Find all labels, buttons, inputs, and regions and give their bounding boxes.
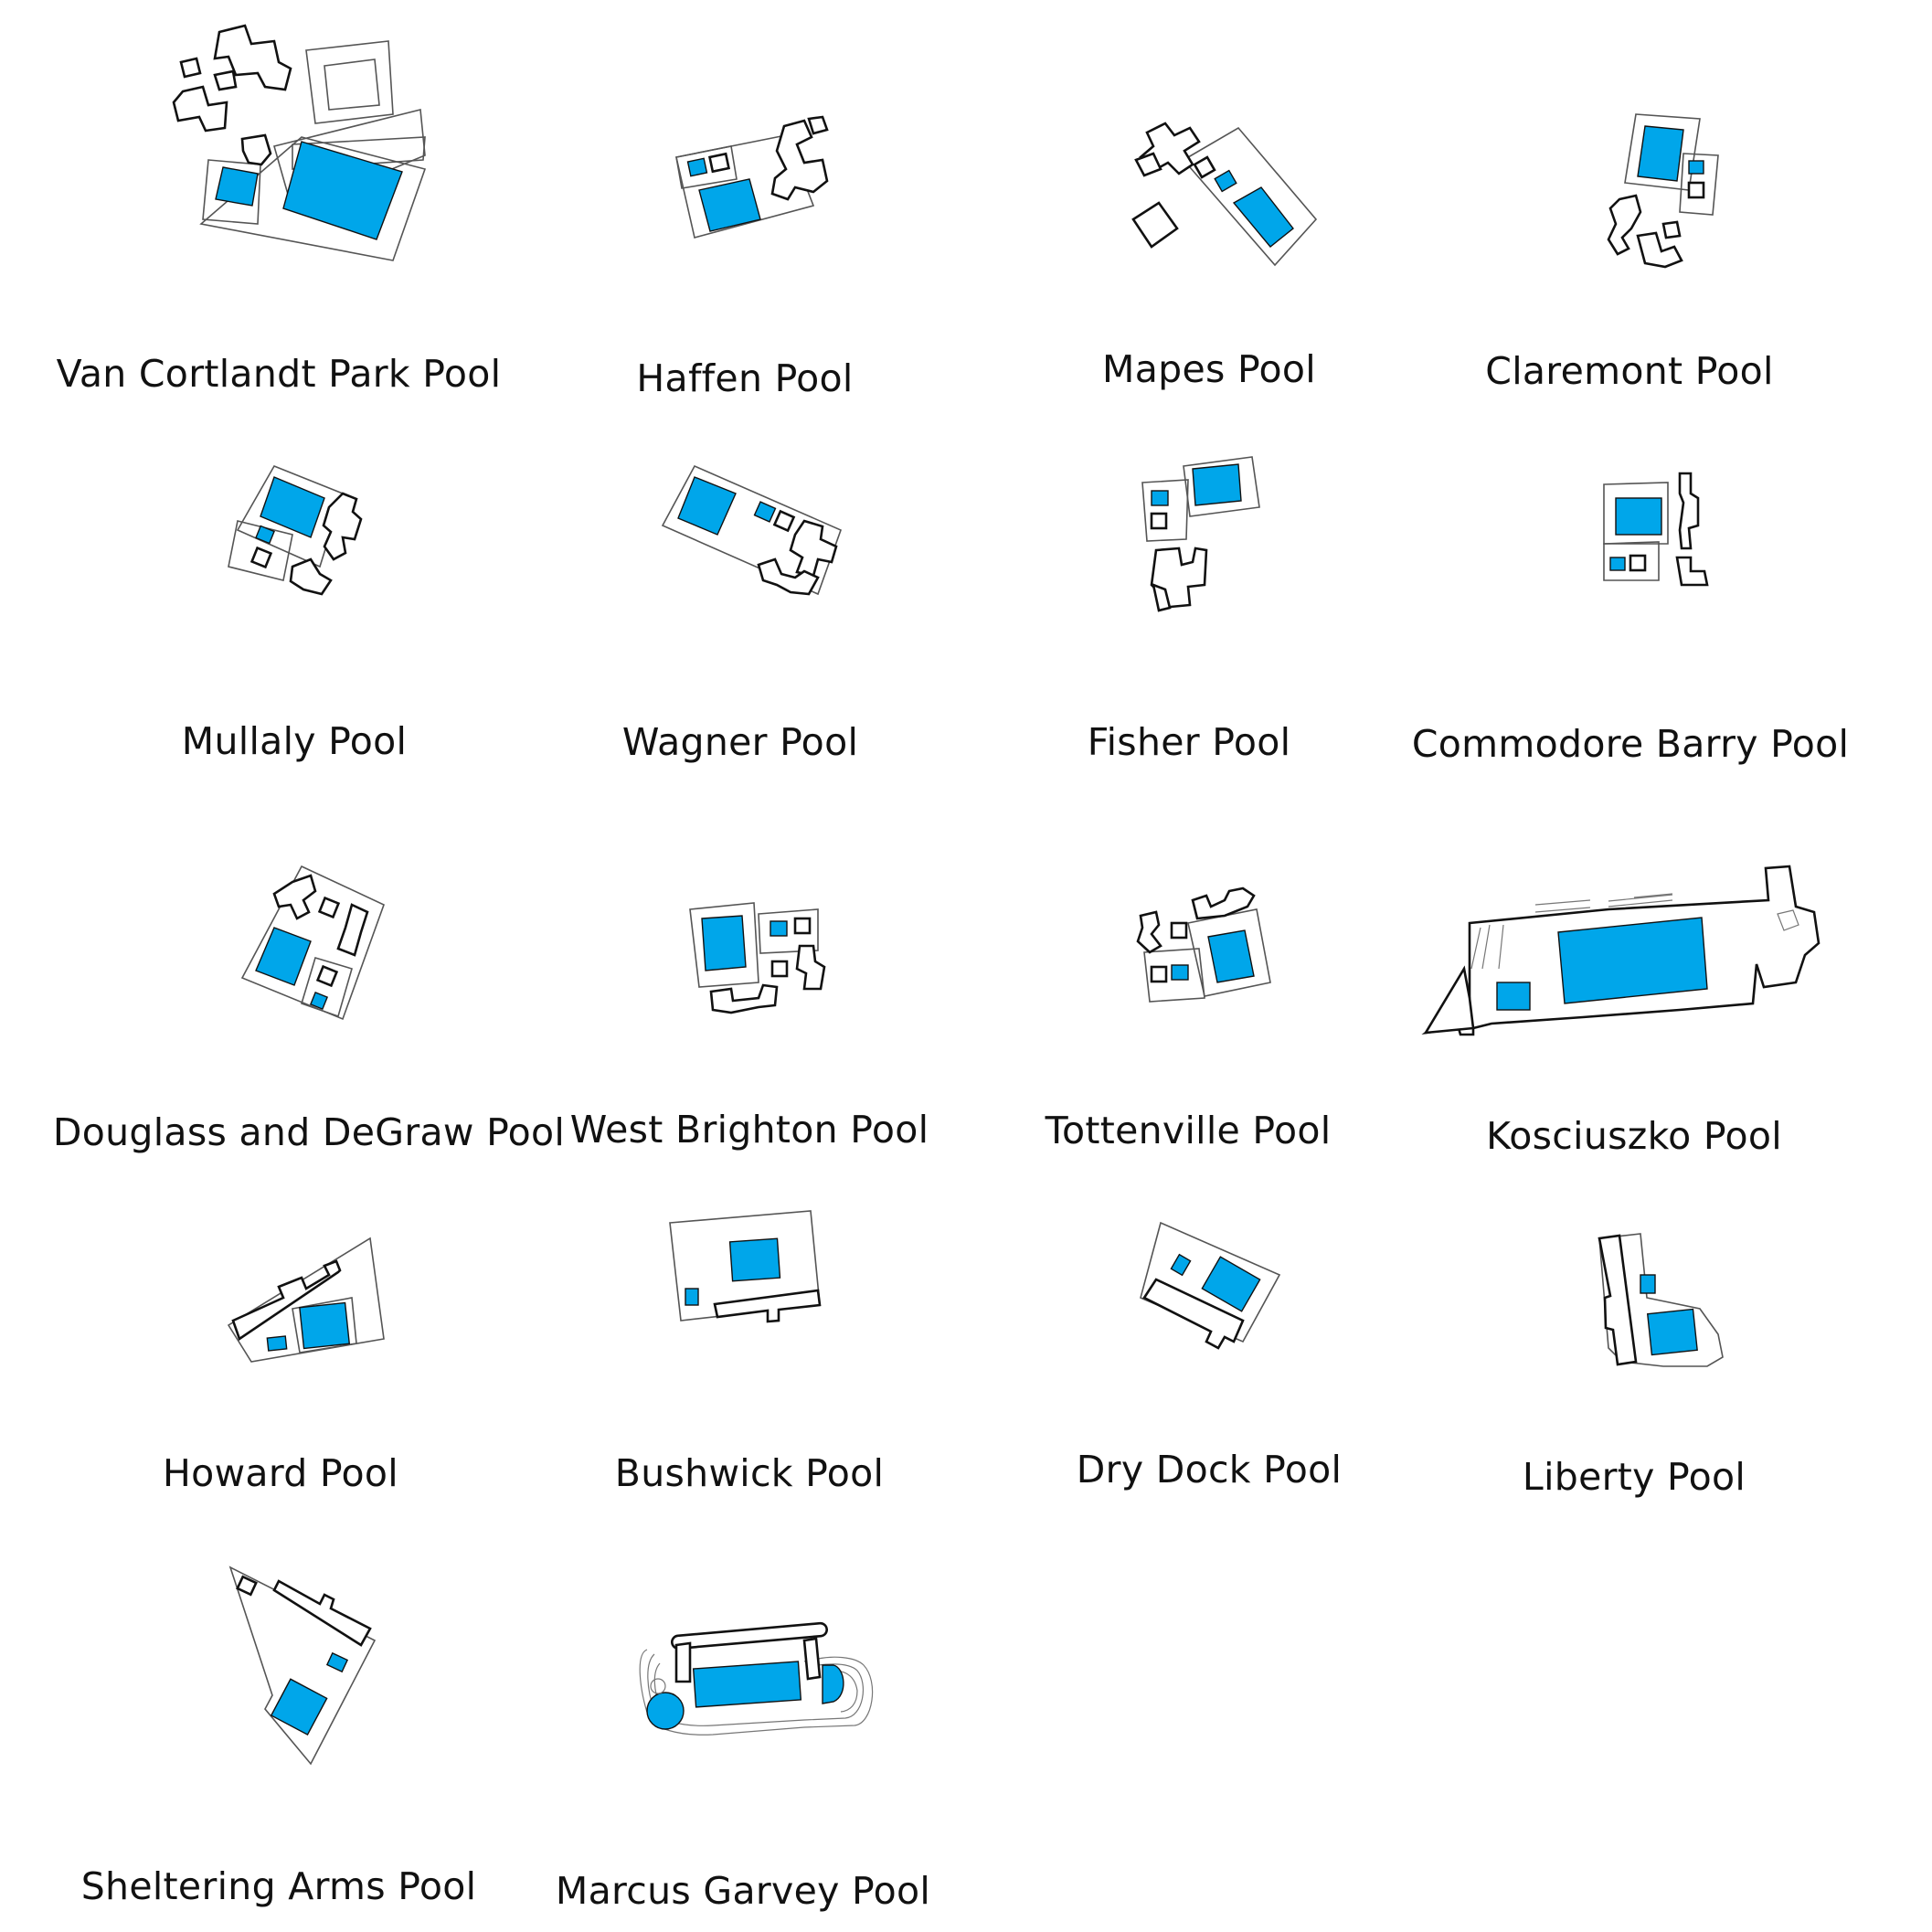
pool-name-liberty: Liberty Pool: [1522, 1455, 1746, 1499]
main-pool: [1616, 498, 1661, 535]
site-plan-bushwick: [670, 1211, 820, 1322]
main-pool: [699, 179, 760, 231]
site-plan-kosciuszko: [1426, 866, 1819, 1035]
main-pool: [1193, 464, 1241, 505]
pool-name-howard: Howard Pool: [163, 1451, 398, 1495]
main-pool: [1648, 1310, 1697, 1355]
wading-pool: [770, 921, 787, 936]
wading-pool: [688, 158, 707, 175]
site-plan-claremont: [1608, 114, 1718, 267]
wading-pool: [216, 167, 258, 206]
site-plan-dry-dock: [1141, 1223, 1279, 1348]
main-pool: [1234, 187, 1293, 247]
site-plan-west-brighton: [690, 903, 824, 1013]
wading-pool: [1172, 965, 1188, 980]
pool-name-west-brighton: West Brighton Pool: [569, 1108, 929, 1152]
wading-pool: [1689, 161, 1704, 174]
main-pool: [283, 142, 402, 239]
wading-pool: [755, 502, 776, 522]
diving-pool: [823, 1665, 844, 1704]
main-pool: [702, 916, 746, 971]
site-plan-sheltering-arms: [230, 1567, 375, 1764]
pool-name-tottenville: Tottenville Pool: [1045, 1109, 1332, 1152]
main-pool: [1558, 918, 1707, 1003]
pool-name-van-cortlandt: Van Cortlandt Park Pool: [56, 352, 502, 396]
pool-name-douglass-degraw: Douglass and DeGraw Pool: [52, 1110, 566, 1154]
wading-pool: [1215, 171, 1237, 192]
wading-pool: [1497, 982, 1530, 1010]
main-pool: [694, 1661, 801, 1707]
pool-name-mullaly: Mullaly Pool: [181, 719, 408, 763]
pool-name-haffen: Haffen Pool: [636, 356, 854, 400]
main-pool: [1208, 930, 1254, 982]
wading-pool: [267, 1336, 286, 1351]
splash-pool: [647, 1693, 684, 1729]
site-plan-douglass-degraw: [242, 866, 384, 1019]
pool-name-commodore-barry: Commodore Barry Pool: [1411, 722, 1850, 766]
site-plan-mullaly: [228, 466, 361, 594]
site-plan-liberty: [1599, 1234, 1723, 1366]
site-plan-tottenville: [1138, 888, 1270, 1002]
wading-pool: [1640, 1275, 1655, 1293]
pool-name-sheltering-arms: Sheltering Arms Pool: [80, 1864, 477, 1908]
site-plan-van-cortlandt: [174, 26, 425, 260]
pool-name-fisher: Fisher Pool: [1087, 720, 1291, 764]
wading-pool: [327, 1653, 347, 1672]
pool-name-kosciuszko: Kosciuszko Pool: [1486, 1114, 1782, 1158]
site-plan-howard: [228, 1238, 384, 1362]
site-plan-haffen: [676, 117, 827, 238]
site-plan-mapes: [1133, 123, 1316, 265]
wading-pool: [1152, 491, 1168, 505]
wading-pool: [1171, 1255, 1190, 1276]
main-pool: [678, 477, 736, 535]
site-plan-commodore-barry: [1604, 473, 1707, 585]
main-pool: [730, 1238, 780, 1281]
site-plan-wagner: [663, 466, 841, 594]
main-pool: [1638, 126, 1683, 181]
pool-name-mapes: Mapes Pool: [1102, 347, 1316, 391]
wading-pool: [256, 526, 274, 544]
wading-pool: [1610, 557, 1625, 570]
main-pool: [1202, 1257, 1259, 1311]
main-pool: [300, 1303, 349, 1349]
pool-name-dry-dock: Dry Dock Pool: [1076, 1448, 1343, 1491]
wading-pool: [685, 1289, 698, 1305]
pool-name-wagner: Wagner Pool: [621, 720, 859, 764]
site-plan-marcus-garvey: [640, 1623, 872, 1736]
site-plan-fisher: [1142, 457, 1259, 610]
pool-name-marcus-garvey: Marcus Garvey Pool: [555, 1869, 931, 1913]
pool-name-bushwick: Bushwick Pool: [614, 1451, 885, 1495]
pool-name-claremont: Claremont Pool: [1485, 349, 1774, 393]
